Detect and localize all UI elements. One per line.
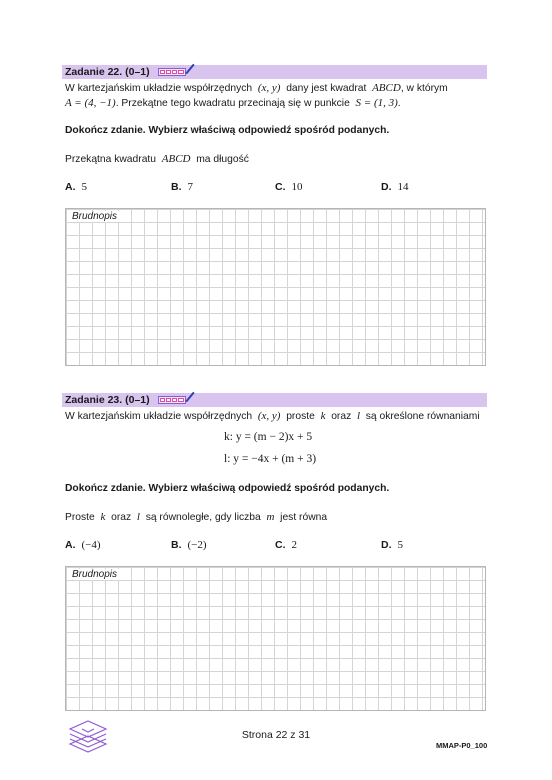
task-23-answer-d[interactable]: D. 5 (381, 539, 403, 551)
task-23-answer-b[interactable]: B. (−2) (171, 539, 207, 551)
task-23-answer-c[interactable]: C. 2 (275, 539, 297, 551)
task-23-instruction: Dokończ zdanie. Wybierz właściwą odpowiedź spośród podanych. (65, 483, 390, 494)
pencil-icon (185, 64, 194, 74)
page-number: Strona 22 z 31 (241, 729, 311, 741)
task-22-answer-c[interactable]: C. 10 (275, 181, 303, 193)
task-22-text-line-2: A = (4, −1). Przekątne tego kwadratu przecinają się w punkcie S = (1, 3). (65, 97, 401, 109)
draft-label: Brudnopis (72, 569, 118, 580)
score-box-icon (158, 68, 186, 76)
task-23-equation-l: l: y = −4x + (m + 3) (224, 453, 317, 465)
draft-label: Brudnopis (72, 211, 118, 222)
task-23-title: Zadanie 23. (0–1) (65, 394, 150, 406)
task-22-title: Zadanie 22. (0–1) (65, 66, 150, 78)
task-22-answer-d[interactable]: D. 14 (381, 181, 409, 193)
task-23-equation-k: k: y = (m − 2)x + 5 (224, 431, 313, 443)
task-22-draft-grid[interactable] (65, 208, 486, 366)
task-22-instruction: Dokończ zdanie. Wybierz właściwą odpowiedź spośród podanych. (65, 125, 390, 136)
task-23-header (62, 393, 487, 407)
task-23-text-line-1: W kartezjańskim układzie współrzędnych (x, y) proste k oraz l są określone równaniami (65, 410, 480, 422)
score-box-icon (158, 396, 186, 404)
task-22-text-line-1: W kartezjańskim układzie współrzędnych (x, y) dany jest kwadrat ABCD, w którym (65, 82, 448, 94)
exam-code: MMAP-P0_100 (436, 741, 488, 750)
task-22-stem: Przekątna kwadratu ABCD ma długość (65, 153, 249, 165)
task-22-answer-b[interactable]: B. 7 (171, 181, 193, 193)
task-23-draft-grid[interactable] (65, 566, 486, 711)
task-22-answer-a[interactable]: A. 5 (65, 181, 87, 193)
task-23-stem: Proste k oraz l są równoległe, gdy liczba m jest równa (65, 511, 328, 523)
pencil-icon (185, 392, 194, 402)
task-23-answer-a[interactable]: A. (−4) (65, 539, 101, 551)
task-22-header (62, 65, 487, 79)
